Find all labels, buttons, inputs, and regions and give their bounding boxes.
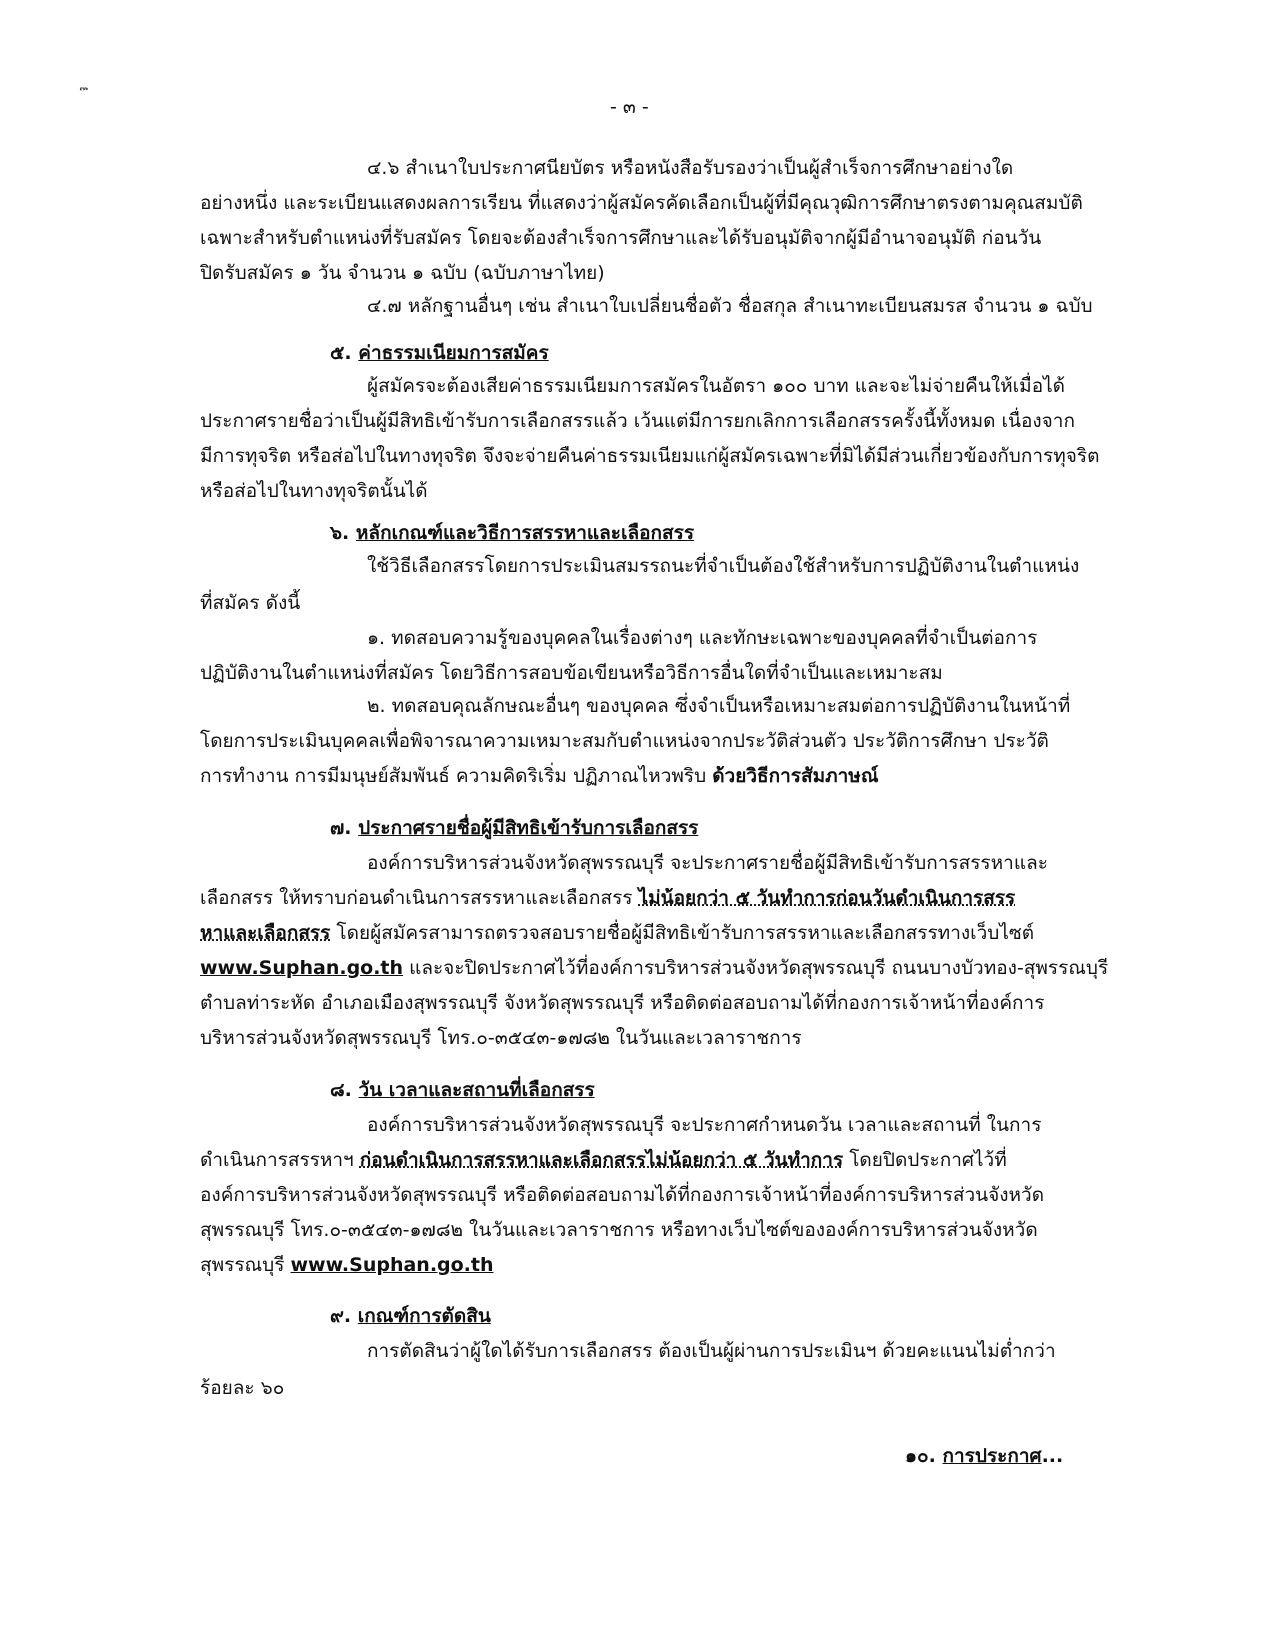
section-6-item-1-line-2: ปฏิบัติงานในตำแหน่งที่สมัคร โดยวิธีการสอบข้อเขียนหรือวิธีการอื่นใดที่จำเป็นและเหมาะสม bbox=[200, 662, 943, 684]
section-8-heading bbox=[330, 1077, 595, 1103]
section-9-title: เกณฑ์การตัดสิน bbox=[357, 1305, 491, 1327]
corner-mark: ๊ ๋ bbox=[85, 89, 90, 103]
section-7-line-3 bbox=[200, 920, 1034, 946]
section-5-number: ๕. bbox=[330, 342, 352, 364]
section-6-item-2-line-3 bbox=[200, 763, 878, 789]
section-6-intro-2: ที่สมัคร ดังนี้ bbox=[200, 592, 301, 614]
interview-method: ด้วยวิธีการสัมภาษณ์ bbox=[712, 765, 879, 787]
section-6-intro-1: ใช้วิธีเลือกสรรโดยการประเมินสมรรถนะที่จำเป็นต้องใช้สำหรับการปฏิบัติงานในตำแหน่ง bbox=[367, 555, 1080, 577]
section-8-line-1: องค์การบริหารส่วนจังหวัดสุพรรณบุรี จะประกาศกำหนดวัน เวลาและสถานที่ ในการ bbox=[367, 1114, 1042, 1136]
section-8-line-4: สุพรรณบุรี โทร.๐-๓๕๔๓-๑๗๘๒ ในวันและเวลาราชการ หรือทางเว็บไซต์ขององค์การบริหารส่วนจังหวัด bbox=[200, 1219, 1038, 1241]
section-8-title: วัน เวลาและสถานที่เลือกสรร bbox=[358, 1079, 595, 1101]
next-section-ellipsis: ... bbox=[1041, 1445, 1064, 1467]
section-6-item-2-line-1: ๒. ทดสอบคุณลักษณะอื่นๆ ของบุคคล ซึ่งจำเป็นหรือเหมาะสมต่อการปฏิบัติงานในหน้าที่ bbox=[367, 695, 1071, 717]
next-section-title: การประกาศ bbox=[942, 1445, 1042, 1467]
section-8-line-2-text: ดำเนินการสรรหาฯ bbox=[200, 1149, 360, 1171]
section-6-number: ๖. bbox=[330, 522, 350, 544]
next-section-number: ๑๐. bbox=[905, 1445, 936, 1467]
section-5-line-2: ประกาศรายชื่อว่าเป็นผู้มีสิทธิเข้ารับการเลือกสรรแล้ว เว้นแต่มีการยกเลิกการเลือกสรรครั้งนี้ทั้งหมด เนื่องจาก bbox=[200, 410, 1075, 432]
notice-deadline-cont: หาและเลือกสรร bbox=[200, 922, 331, 944]
section-6-item-2-line-3-text: การทำงาน การมีมนุษย์สัมพันธ์ ความคิดริเริ่ม ปฏิภาณไหวพริบ bbox=[200, 765, 713, 787]
section-7-line-2 bbox=[200, 885, 1015, 911]
section-8-line-5-text: สุพรรณบุรี bbox=[200, 1254, 291, 1276]
section-6-heading bbox=[330, 520, 694, 546]
section-8-line-2 bbox=[200, 1147, 1007, 1173]
next-section-cue bbox=[905, 1443, 1063, 1469]
section-7-line-2-text: เลือกสรร ให้ทราบก่อนดำเนินการสรรหาและเลือกสรร bbox=[200, 887, 639, 909]
item-4-6-line-2: อย่างหนึ่ง และระเบียนแสดงผลการเรียน ที่แสดงว่าผู้สมัครคัดเลือกเป็นผู้ที่มีคุณวุฒิการศึกษาตรงตามคุณสมบัติ bbox=[200, 192, 1083, 214]
section-7-line-6: บริหารส่วนจังหวัดสุพรรณบุรี โทร.๐-๓๕๔๓-๑๗๘๒ ในวันและเวลาราชการ bbox=[200, 1027, 802, 1049]
section-7-line-1: องค์การบริหารส่วนจังหวัดสุพรรณบุรี จะประกาศรายชื่อผู้มีสิทธิเข้ารับการสรรหาและ bbox=[367, 852, 1048, 874]
section-8-number: ๘. bbox=[330, 1079, 352, 1101]
section-7-heading bbox=[330, 815, 698, 841]
section-9-line-2: ร้อยละ ๖๐ bbox=[200, 1377, 285, 1399]
item-4-6-line-3: เฉพาะสำหรับตำแหน่งที่รับสมัคร โดยจะต้องสำเร็จการศึกษาและได้รับอนุมัติจากผู้มีอำนาจอนุมัติ ก่อนวัน bbox=[200, 227, 1042, 249]
section-8-line-5 bbox=[200, 1252, 494, 1278]
section-5-line-1: ผู้สมัครจะต้องเสียค่าธรรมเนียมการสมัครในอัตรา ๑๐๐ บาท และจะไม่จ่ายคืนให้เมื่อได้ bbox=[367, 375, 1066, 397]
item-4-6-line-4: ปิดรับสมัคร ๑ วัน จำนวน ๑ ฉบับ (ฉบับภาษาไทย) bbox=[200, 262, 605, 284]
website-link-2[interactable]: www.Suphan.go.th bbox=[290, 1254, 494, 1276]
section-6-item-1-line-1: ๑. ทดสอบความรู้ของบุคคลในเรื่องต่างๆ และทักษะเฉพาะของบุคคลที่จำเป็นต่อการ bbox=[367, 627, 1038, 649]
page-number: - ๓ - bbox=[610, 96, 649, 118]
section-5-title: ค่าธรรมเนียมการสมัคร bbox=[358, 342, 549, 364]
section-6-title: หลักเกณฑ์และวิธีการสรรหาและเลือกสรร bbox=[355, 522, 695, 544]
notice-deadline: ไม่น้อยกว่า ๕ วันทำการก่อนวันดำเนินการสรร bbox=[638, 887, 1016, 909]
section-9-heading bbox=[330, 1303, 491, 1329]
item-4-7: ๔.๗ หลักฐานอื่นๆ เช่น สำเนาใบเปลี่ยนชื่อตัว ชื่อสกุล สำเนาทะเบียนสมรส จำนวน ๑ ฉบับ bbox=[367, 295, 1093, 317]
section-6-item-2-line-2: โดยการประเมินบุคคลเพื่อพิจารณาความเหมาะสมกับตำแหน่งจากประวัติส่วนตัว ประวัติการศึกษา ประวัติ bbox=[200, 730, 1049, 752]
section-7-title: ประกาศรายชื่อผู้มีสิทธิเข้ารับการเลือกสรร bbox=[358, 817, 699, 839]
website-link[interactable]: www.Suphan.go.th bbox=[200, 957, 404, 979]
section-7-line-4-text: และจะปิดประกาศไว้ที่องค์การบริหารส่วนจังหวัดสุพรรณบุรี ถนนบางบัวทอง-สุพรรณบุรี bbox=[403, 957, 1109, 979]
section-9-line-1: การตัดสินว่าผู้ใดได้รับการเลือกสรร ต้องเป็นผู้ผ่านการประเมินฯ ด้วยคะแนนไม่ต่ำกว่า bbox=[367, 1340, 1056, 1362]
section-7-number: ๗. bbox=[330, 817, 352, 839]
section-8-line-2-tail: โดยปิดประกาศไว้ที่ bbox=[843, 1149, 1007, 1171]
section-8-line-3: องค์การบริหารส่วนจังหวัดสุพรรณบุรี หรือติดต่อสอบถามได้ที่กองการเจ้าหน้าที่องค์การบริหารส่วนจังหวัด bbox=[200, 1184, 1045, 1206]
section-5-line-4: หรือส่อไปในทางทุจริตนั้นได้ bbox=[200, 480, 428, 502]
section-7-line-4 bbox=[200, 955, 1108, 981]
item-4-6-line-1: ๔.๖ สำเนาใบประกาศนียบัตร หรือหนังสือรับรองว่าเป็นผู้สำเร็จการศึกษาอย่างใด bbox=[367, 157, 1014, 179]
section-7-line-3-text: โดยผู้สมัครสามารถตรวจสอบรายชื่อผู้มีสิทธิเข้ารับการสรรหาและเลือกสรรทางเว็บไซต์ bbox=[330, 922, 1035, 944]
section-5-heading bbox=[330, 340, 549, 366]
section-7-line-5: ตำบลท่าระหัด อำเภอเมืองสุพรรณบุรี จังหวัดสุพรรณบุรี หรือติดต่อสอบถามได้ที่กองการเจ้าหน้าที่องค์การ bbox=[200, 992, 1045, 1014]
section-9-number: ๙. bbox=[330, 1305, 352, 1327]
section-5-line-3: มีการทุจริต หรือส่อไปในทางทุจริต จึงจะจ่ายคืนค่าธรรมเนียมแก่ผู้สมัครเฉพาะที่มิได้มีส่วนเกี่ยวข้องกับการทุจริต bbox=[200, 445, 1100, 467]
schedule-deadline: ก่อนดำเนินการสรรหาและเลือกสรรไม่น้อยกว่า ๕ วันทำการ bbox=[359, 1149, 844, 1171]
